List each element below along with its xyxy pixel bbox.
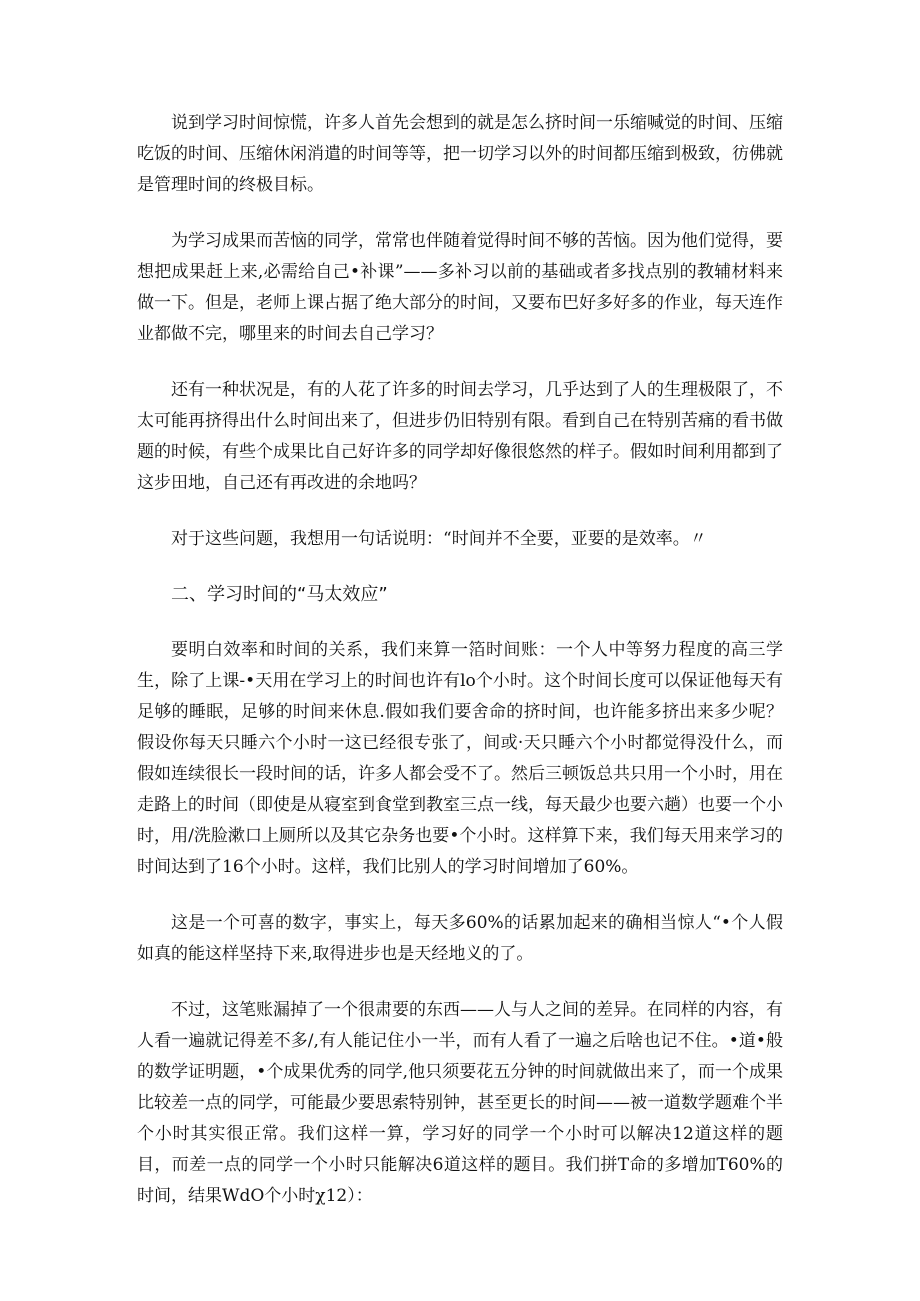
paragraph-spacer — [137, 970, 783, 995]
paragraph-grades-worry: 为学习成果而苦恼的同学，常常也伴随着觉得时间不够的苦恼。因为他们觉得，要想把成果赶上来,必需给自己•补课”——多补习以前的基础或者多找点别的教辅材料来做一下。但是，老师上课占据了绝大部分的时间，又要布巴好多好多的作业，每天连作业都做不完，哪里来的时间去自己学习？ — [137, 231, 783, 344]
paragraph-time-panic: 说到学习时间惊慌，许多人首先会想到的就是怎么挤时间一乐缩喊觉的时间、压缩吃饭的时间、压缩休闲消遣的时间等等，把一切学习以外的时间都压缩到极致，彷佛就是管理时间的终极目标。 — [137, 113, 783, 195]
paragraph-spacer — [137, 350, 783, 375]
paragraph-spacer — [137, 555, 783, 580]
paragraph-efficiency-quote: 对于这些问题，我想用一句话说明：“时间并不全要，亚要的是效率。〃 — [171, 529, 707, 549]
section-heading-matthew-effect: 二、学习时间的“马太效应” — [171, 584, 388, 605]
paragraph-individual-differences: 不过，这笔账漏掉了一个很肃要的东西——人与人之间的差异。在同样的内容，有人看一遍就记得差不多/,有人能记住小一半，而有人看了一遍之后啥也记不住。•道•般的数学证明题，•个成果优秀的同学,他只须要花五分钟的时间就做出来了，而一个成果比较差一点的同学，可能最少要思索特别钟，甚至更长的时间——被一道数学题难个半个小时其实很正常。我们这样一算，学习好的同学一个小时可以解决12道这样的题目，而差一点的同学一个小时只能解决6道这样的题目。我们拼T命的多增加T60%的时间，结果WdO个小时χ12）： — [137, 1000, 783, 1206]
paragraph-spacer — [137, 201, 783, 226]
paragraph-limited-progress: 还有一种状况是，有的人花了许多的时间去学习，几乎达到了人的生理极限了，不太可能再挤得出什么时间出来了，但进步仍旧特别有限。看到自己在特别苦痛的看书做题的时候，有些个成果比自己好许多的同学却好像很悠然的样子。假如时间利用都到了这步田地，自己还有再改进的余地吗？ — [137, 380, 783, 493]
paragraph-spacer — [137, 610, 783, 635]
paragraph-spacer — [137, 883, 783, 908]
paragraph-time-account: 要明白效率和时间的关系，我们来算一箔时间账：一个人中等努力程度的高三学生，除了上课-•天用在学习上的时间也许有lo个小时。这个时间长度可以保证他每天有足够的睡眠，足够的时间来休息.假如我们要舍命的挤时间，也许能多挤出来多少呢？假设你每天只睡六个小时一这已经很专张了，间或·天只睡六个小时都觉得没什么，而假如连续很长一段时间的话，许多人都会受不了。然后三顿饭总共只用一个小时，用在走路上的时间（即使是从寝室到食堂到教室三点一线，每天最少也要六趟）也要一个小时，用/洗脸漱口上厕所以及其它杂务也要•个小时。这样算下来，我们每天用来学习的时间达到了16个小时。这样，我们比别人的学习时间增加了60%。 — [137, 640, 783, 877]
paragraph-sixty-percent: 这是一个可喜的数字，事实上，每天多60%的话累加起来的确相当惊人“•个人假如真的能这样坚持下来,取得进步也是天经地义的了。 — [137, 913, 783, 964]
paragraph-spacer — [137, 499, 783, 524]
document-body — [137, 108, 783, 1212]
